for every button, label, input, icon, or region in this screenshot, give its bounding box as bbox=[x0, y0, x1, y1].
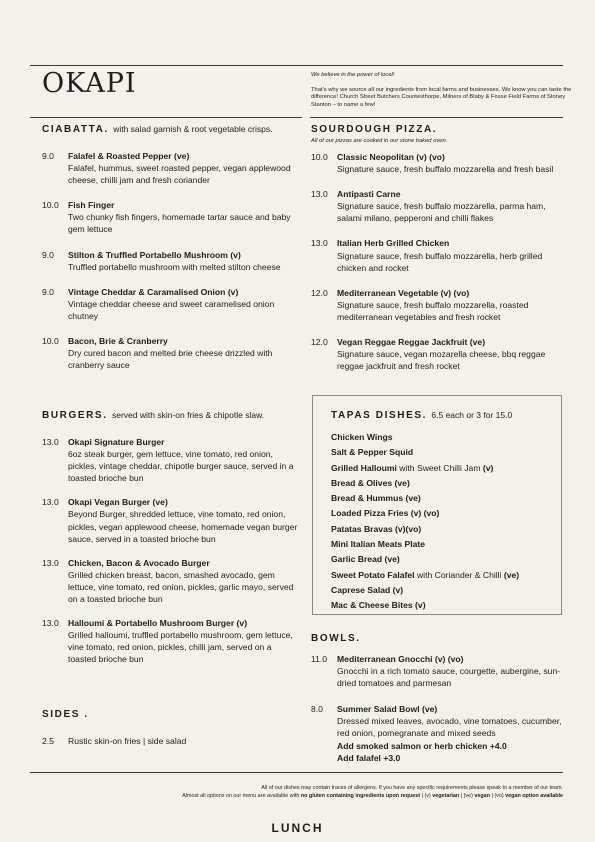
footer-text-g: | (vo) bbox=[489, 793, 506, 800]
item-name: Bacon, Brie & Cranberry bbox=[68, 336, 168, 347]
item-body bbox=[337, 336, 569, 372]
pizza-list bbox=[311, 151, 569, 372]
item-price: 9.0 bbox=[42, 151, 54, 161]
footer-text-e: | (ve) bbox=[459, 793, 475, 800]
footer-text-b: no gluten containing ingredients upon request bbox=[300, 793, 421, 800]
footer-rule bbox=[30, 772, 563, 773]
item-body bbox=[68, 199, 300, 235]
menu-item bbox=[42, 496, 300, 544]
item-body bbox=[68, 617, 300, 665]
item-description: Grilled chicken breast, bacon, smashed avocado, gem lettuce, vine tomato, red onion, pickles, garlic mayo, served on a toasted brioche bun bbox=[68, 569, 294, 605]
ciabatta-subtitle: with salad garnish & root vegetable crisps. bbox=[113, 124, 273, 134]
sides-list bbox=[42, 735, 300, 747]
menu-item bbox=[311, 151, 569, 175]
tapas-item-name: Grilled Halloumi bbox=[331, 462, 397, 473]
tapas-item-detail: with Coriander & Chilli bbox=[414, 569, 504, 580]
tapas-item bbox=[331, 476, 561, 491]
tapas-title: TAPAS DISHES. bbox=[331, 410, 427, 421]
item-name: Falafel & Roasted Pepper (ve) bbox=[68, 151, 190, 161]
tapas-item bbox=[331, 430, 561, 445]
tapas-list bbox=[331, 430, 561, 614]
burgers-list bbox=[42, 436, 300, 666]
item-extra: Add smoked salmon or herb chicken +4.0 bbox=[337, 740, 507, 751]
item-price: 8.0 bbox=[311, 704, 323, 715]
item-description: Dressed mixed leaves, avocado, vine tomatoes, cucumber, red onion, pomegranate and mixed seeds bbox=[337, 716, 562, 739]
tapas-item bbox=[331, 522, 561, 537]
bowls-title: BOWLS. bbox=[311, 633, 361, 644]
item-description: Signature sauce, fresh buffalo mozzarella, roasted mediterranean vegetables and fresh rocket bbox=[337, 299, 529, 322]
sides-title: SIDES . bbox=[42, 709, 89, 720]
tapas-item bbox=[331, 568, 561, 583]
item-price: 13.0 bbox=[311, 189, 328, 200]
tapas-item bbox=[331, 583, 561, 598]
footer-text-f: vegan bbox=[474, 793, 490, 800]
item-price: 13.0 bbox=[42, 618, 59, 629]
pizza-section bbox=[311, 124, 569, 372]
tapas-item bbox=[331, 506, 561, 521]
tapas-item bbox=[331, 461, 561, 476]
tapas-item-name: Caprese Salad (v) bbox=[331, 584, 404, 595]
menu-item bbox=[42, 286, 300, 322]
tapas-item bbox=[331, 552, 561, 567]
pizza-note: All of our pizzas are cooked in our stone baked oven. bbox=[311, 138, 448, 144]
item-body bbox=[337, 237, 569, 273]
tapas-item bbox=[331, 491, 561, 506]
item-body bbox=[337, 151, 569, 175]
item-price: 9.0 bbox=[42, 249, 54, 260]
item-description: Falafel, hummus, sweet roasted pepper, vegan applewood cheese, chilli jam and fresh coriander bbox=[68, 163, 291, 186]
tapas-box bbox=[312, 395, 562, 615]
item-body bbox=[68, 335, 300, 371]
item-description: 6oz steak burger, gem lettuce, vine tomato, red onion, pickles, vintage cheddar, chipotle burger sauce, served in a toasted brioche bun bbox=[68, 449, 294, 484]
tapas-item-name: Salt & Pepper Squid bbox=[331, 447, 414, 458]
item-body bbox=[68, 496, 300, 544]
footer-text-a: Almost all options on our menu are available with bbox=[182, 793, 301, 800]
top-rule bbox=[30, 65, 563, 66]
tapas-item-tag: (ve) bbox=[503, 569, 520, 580]
item-body bbox=[337, 653, 573, 689]
burgers-section bbox=[42, 410, 300, 666]
intro-tagline: We believe in the power of local! bbox=[311, 72, 395, 78]
tapas-item-name: Mac & Cheese Bites (v) bbox=[331, 600, 426, 611]
item-description: Truffled portabello mushroom with melted stilton cheese bbox=[68, 261, 281, 272]
tapas-item bbox=[331, 598, 561, 613]
item-body bbox=[68, 557, 300, 605]
item-name: Okapi Signature Burger bbox=[68, 437, 165, 447]
item-body bbox=[337, 703, 573, 763]
sides-section bbox=[42, 709, 300, 747]
item-name: Mediterranean Gnocchi (v) (vo) bbox=[337, 654, 464, 664]
footer-line-2 bbox=[182, 792, 563, 800]
ciabatta-title: CIABATTA. bbox=[42, 124, 109, 135]
header-rule-left bbox=[30, 117, 302, 118]
item-body bbox=[337, 287, 569, 323]
item-price: 10.0 bbox=[311, 152, 328, 162]
item-description: Beyond Burger, shredded lettuce, vine tomato, red onion, pickles, vegan applewood cheese, homemade vegan burger sauce, served in a toasted brioche bun bbox=[68, 509, 298, 544]
item-name: Antipasti Carne bbox=[337, 189, 401, 200]
item-description: Vintage cheddar cheese and sweet caramelised onion chutney bbox=[68, 298, 275, 321]
item-body bbox=[68, 286, 300, 322]
item-description: Grilled halloumi, truffled portabello mushroom, gem lettuce, vine tomato, red onion, pickles, chilli jam, served on a toasted brioche bun bbox=[68, 630, 293, 665]
item-name: Vintage Cheddar & Caramalised Onion (v) bbox=[68, 286, 239, 297]
tapas-item-detail: with Sweet Chilli Jam bbox=[396, 462, 483, 473]
item-price: 11.0 bbox=[311, 654, 328, 664]
footer-text-d: vegetarian bbox=[432, 793, 460, 800]
header-rule-right bbox=[310, 117, 563, 118]
tapas-item-name: Chicken Wings bbox=[331, 432, 393, 442]
menu-item bbox=[311, 336, 569, 372]
item-description: Signature sauce, fresh buffalo mozzarella and fresh basil bbox=[337, 164, 554, 175]
tapas-item bbox=[331, 445, 561, 460]
menu-item bbox=[42, 335, 300, 371]
menu-item bbox=[311, 653, 573, 689]
item-extra: Add falafel +3.0 bbox=[337, 752, 401, 763]
intro-text bbox=[311, 72, 573, 109]
item-price: 2.5 bbox=[42, 736, 54, 746]
item-name: Italian Herb Grilled Chicken bbox=[337, 238, 450, 249]
tapas-item-name: Bread & Hummus (ve) bbox=[331, 493, 421, 504]
ciabatta-list bbox=[42, 150, 300, 371]
item-description: Rustic skin-on fries | side salad bbox=[68, 736, 187, 746]
item-body bbox=[337, 188, 569, 224]
menu-item bbox=[311, 188, 569, 224]
menu-item bbox=[311, 703, 573, 763]
tapas-heading bbox=[331, 410, 561, 421]
tapas-item-name: Sweet Potato Falafel bbox=[331, 569, 415, 580]
bowls-list bbox=[311, 653, 573, 764]
menu-item bbox=[42, 436, 300, 484]
item-price: 10.0 bbox=[42, 200, 59, 211]
pizza-title: SOURDOUGH PIZZA. bbox=[311, 124, 438, 135]
intro-paragraph: That's why we source all our ingredients from local farms and businesses. We know you can taste the difference! Church Street Butchers Countesthorpe, Milners of Blaby & Fosse Field Farms of Stoney Stanton – to name a few! bbox=[311, 86, 572, 108]
item-name: Mediterranean Vegetable (v) (vo) bbox=[337, 287, 470, 298]
brand-logo: OKAPI bbox=[42, 68, 137, 99]
tapas-item-name: Bread & Olives (ve) bbox=[331, 477, 410, 488]
menu-item bbox=[311, 287, 569, 323]
menu-item bbox=[42, 557, 300, 605]
ciabatta-heading bbox=[42, 124, 300, 135]
item-price: 13.0 bbox=[42, 437, 59, 447]
item-name: Fish Finger bbox=[68, 200, 115, 211]
menu-item bbox=[42, 249, 300, 273]
burgers-heading bbox=[42, 410, 300, 421]
menu-item bbox=[42, 150, 300, 186]
burgers-title: BURGERS. bbox=[42, 410, 108, 421]
tapas-item-name: Patatas Bravas (v)(vo) bbox=[331, 523, 422, 534]
footer-text-h: vegan option available bbox=[505, 793, 563, 800]
item-name: Okapi Vegan Burger (ve) bbox=[68, 497, 168, 508]
tapas-item-name: Loaded Pizza Fries (v) (vo) bbox=[331, 508, 440, 519]
page-label: LUNCH bbox=[271, 821, 324, 835]
item-description: Signature sauce, vegan mozarella cheese, bbq reggae reggae jackfruit and fresh rocket bbox=[337, 349, 546, 372]
item-price: 12.0 bbox=[311, 287, 328, 298]
allergen-footer bbox=[182, 784, 563, 801]
bowls-section bbox=[311, 633, 573, 764]
item-name: Halloumi & Portabello Mushroom Burger (v) bbox=[68, 618, 248, 629]
item-name: Classic Neopolitan (v) (vo) bbox=[337, 152, 445, 162]
item-description: Signature sauce, fresh buffalo mozzarella, parma ham, salami milano, pepperoni and chilli flakes bbox=[337, 201, 546, 224]
tapas-item-name: Mini Italian Meats Plate bbox=[331, 539, 426, 550]
item-body bbox=[68, 436, 300, 484]
menu-item bbox=[42, 617, 300, 665]
item-description: Two chunky fish fingers, homemade tartar sauce and baby gem lettuce bbox=[68, 212, 291, 235]
item-price: 9.0 bbox=[42, 286, 54, 297]
item-price: 13.0 bbox=[42, 557, 59, 568]
menu-item bbox=[42, 735, 300, 747]
item-description: Signature sauce, fresh buffalo mozzarella, herb grilled chicken and rocket bbox=[337, 250, 543, 273]
item-description: Gnocchi in a rich tomato sauce, courgette, aubergine, sun-dried tomatoes and parmesan bbox=[337, 666, 561, 689]
ciabatta-section bbox=[42, 124, 300, 371]
tapas-item-name: Garlic Bread (ve) bbox=[331, 554, 400, 565]
menu-item bbox=[311, 237, 569, 273]
item-body bbox=[68, 150, 300, 186]
footer-line-1: All of our dishes may contain traces of allergens. If you have any specific requirements please speak to a member of our team. bbox=[261, 785, 563, 791]
item-price: 13.0 bbox=[311, 238, 328, 249]
item-name: Vegan Reggae Reggae Jackfruit (ve) bbox=[337, 337, 486, 348]
menu-item bbox=[42, 199, 300, 235]
item-price: 10.0 bbox=[42, 336, 59, 347]
tapas-item bbox=[331, 537, 561, 552]
item-body bbox=[68, 735, 300, 747]
tapas-subtitle: 6.5 each or 3 for 15.0 bbox=[431, 410, 513, 420]
item-price: 13.0 bbox=[42, 497, 59, 508]
item-price: 12.0 bbox=[311, 337, 328, 348]
item-description: Dry cured bacon and melted brie cheese drizzled with cranberry sauce bbox=[68, 348, 273, 371]
item-body bbox=[68, 249, 300, 273]
tapas-item-tag: (v) bbox=[482, 462, 494, 473]
item-name: Chicken, Bacon & Avocado Burger bbox=[68, 557, 210, 568]
item-name: Stilton & Truffled Portabello Mushroom (v) bbox=[68, 249, 241, 260]
footer-text-c: | (v) bbox=[420, 793, 433, 800]
item-name: Summer Salad Bowl (ve) bbox=[337, 704, 438, 715]
burgers-subtitle: served with skin-on fries & chipotle slaw. bbox=[111, 410, 265, 420]
